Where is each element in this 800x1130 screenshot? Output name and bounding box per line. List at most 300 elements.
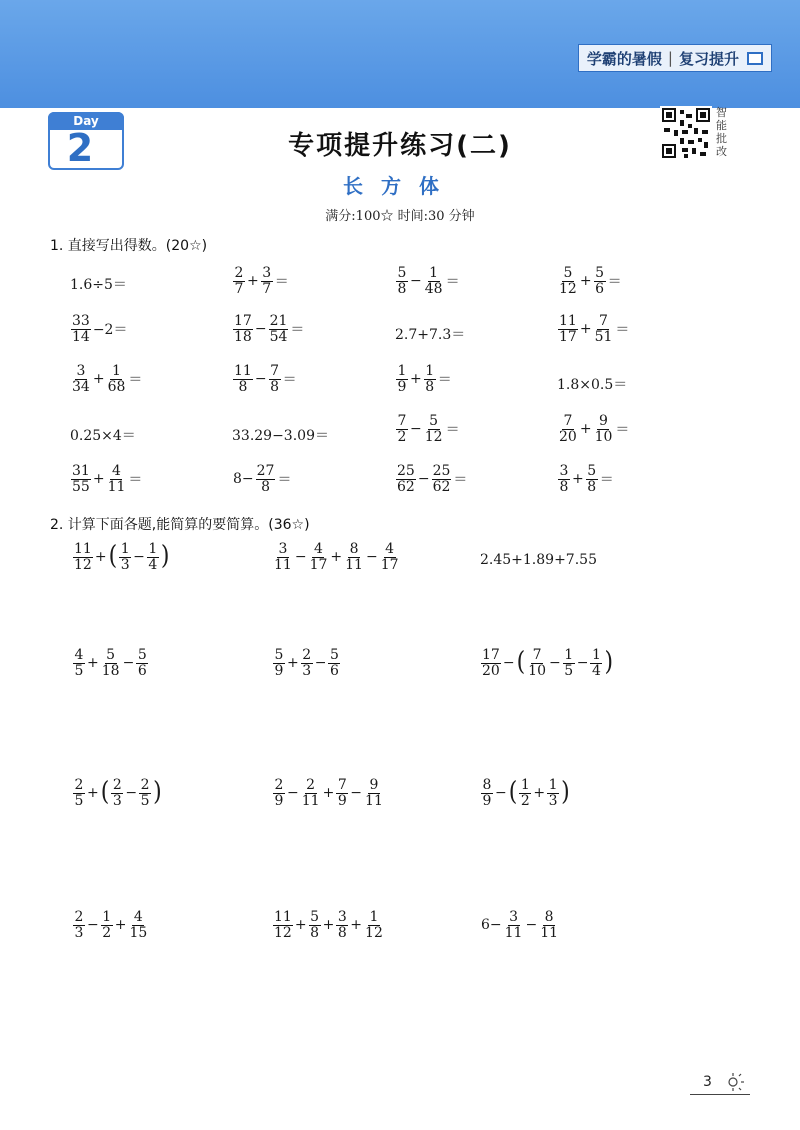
operator: −: [133, 549, 145, 566]
denominator: 34: [72, 378, 90, 395]
operator: +: [87, 785, 99, 802]
page-subtitle: 长方体: [343, 174, 457, 198]
denominator: 18: [101, 662, 120, 679]
page-number: 3: [703, 1074, 712, 1090]
series-label: [578, 44, 772, 72]
numerator: 31: [72, 463, 90, 479]
calc-problem: [480, 552, 597, 568]
fraction: [380, 542, 400, 572]
fraction: [336, 910, 348, 940]
fraction: [269, 314, 289, 344]
qr-caption-char: 批: [716, 132, 727, 145]
numerator: 3: [509, 909, 518, 925]
denominator: 3: [74, 924, 84, 941]
fraction: [590, 648, 602, 678]
numerator: 7: [532, 647, 542, 663]
fraction: [424, 364, 436, 394]
denominator: 18: [234, 328, 252, 345]
numerator: 7: [563, 413, 573, 429]
numerator: 25: [432, 463, 451, 479]
fraction: [111, 778, 123, 808]
qr-caption-char: 能: [716, 119, 727, 132]
fraction: [586, 464, 598, 494]
denominator: 10: [528, 662, 546, 679]
oral-problem: [232, 364, 298, 394]
denominator: 11: [345, 556, 363, 573]
operator: +: [350, 917, 363, 934]
denominator: 5: [564, 662, 574, 679]
denominator: 12: [274, 924, 292, 941]
operator: −: [525, 917, 538, 934]
denominator: 54: [269, 328, 288, 345]
denominator: 51: [594, 328, 613, 345]
numerator: 1: [102, 909, 112, 925]
oral-problem: [232, 266, 290, 296]
operator: +: [533, 785, 546, 802]
denominator: 55: [72, 478, 90, 495]
fraction: [101, 910, 113, 940]
operator: −: [254, 371, 267, 388]
fraction: [139, 778, 151, 808]
numerator: 2: [274, 777, 284, 793]
operator: −: [417, 471, 430, 488]
oral-problem: [557, 266, 623, 296]
denominator: 8: [238, 378, 248, 395]
fraction: [481, 648, 501, 678]
denominator: 4: [148, 556, 158, 573]
operator: +: [322, 917, 335, 934]
operator: −: [365, 549, 378, 566]
operator: +: [92, 471, 105, 488]
numerator: 1: [120, 541, 130, 557]
denominator: 15: [129, 924, 148, 941]
fraction: [396, 266, 408, 296]
denominator: 11: [107, 478, 126, 495]
operator: −: [576, 655, 589, 672]
denominator: 3: [120, 556, 130, 573]
operator: ＝: [615, 322, 630, 339]
fraction: [558, 314, 578, 344]
parenthesis: ): [160, 541, 170, 572]
oral-problem: [232, 314, 305, 344]
fraction: [119, 542, 131, 572]
numerator: 1: [112, 363, 121, 379]
operator: ＝: [599, 472, 614, 489]
denominator: 4: [591, 662, 601, 679]
book-icon: [747, 52, 763, 65]
fraction: [128, 910, 148, 940]
denominator: 2: [102, 924, 112, 941]
denominator: 8: [310, 924, 320, 941]
numerator: 2: [74, 909, 84, 925]
fraction: [147, 542, 159, 572]
oral-problem: [232, 464, 292, 494]
numerator: 2: [234, 265, 244, 281]
denominator: 5: [74, 662, 84, 679]
operator: −: [294, 549, 307, 566]
denominator: 12: [74, 556, 92, 573]
numerator: 9: [599, 413, 608, 429]
calc-problem: [272, 910, 385, 940]
operator: −: [495, 785, 507, 802]
operator: −: [502, 655, 515, 672]
operator: ＝: [277, 472, 292, 489]
denominator: 11: [274, 556, 292, 573]
calc-problem: [272, 778, 385, 808]
numerator: 5: [429, 413, 439, 429]
page-title: 专项提升练习(二): [288, 131, 512, 161]
operator: +: [579, 321, 592, 338]
fraction: [273, 778, 285, 808]
fraction: [301, 778, 321, 808]
denominator: 6: [330, 662, 339, 679]
denominator: 17: [559, 328, 577, 345]
series-separator: |: [667, 49, 673, 67]
calc-problem: [72, 778, 163, 808]
fraction: [273, 542, 293, 572]
calc-problem: [272, 648, 341, 678]
calc-problem: [72, 648, 149, 678]
operator: ＝: [128, 472, 143, 489]
fraction: [269, 364, 281, 394]
fraction: [344, 542, 364, 572]
fraction: [547, 778, 559, 808]
fraction: [71, 364, 91, 394]
denominator: 9: [482, 792, 492, 809]
operator: ＝: [437, 372, 452, 389]
denominator: 68: [107, 378, 126, 395]
numerator: 5: [397, 265, 407, 281]
calc-problem: [480, 778, 571, 808]
denominator: 8: [337, 924, 347, 941]
oral-problem: [395, 414, 461, 444]
oral-problem: [70, 314, 128, 344]
fraction: [233, 266, 245, 296]
operator: −: [87, 917, 99, 934]
numerator: 7: [599, 313, 608, 329]
denominator: 5: [140, 792, 150, 809]
oral-problem: [557, 314, 630, 344]
oral-problem: [70, 425, 136, 445]
operator: −: [410, 273, 422, 290]
denominator: 6: [595, 280, 605, 297]
operator: ＝: [290, 322, 305, 339]
fraction: [424, 414, 444, 444]
expression-text: 0.25×4＝: [70, 428, 136, 444]
operator: −: [350, 785, 363, 802]
operator: +: [579, 421, 592, 438]
fraction: [107, 464, 127, 494]
fraction: [73, 542, 93, 572]
numerator: 4: [74, 647, 84, 663]
operator: −: [122, 655, 135, 672]
expression-text: 33.29−3.09＝: [232, 428, 329, 444]
numerator: 7: [397, 413, 407, 429]
fraction: [364, 778, 384, 808]
denominator: 12: [365, 924, 383, 941]
numerator: 4: [314, 541, 323, 557]
numerator: 1: [369, 909, 379, 925]
denominator: 11: [504, 924, 523, 941]
numerator: 1: [520, 777, 530, 793]
operator: ＝: [282, 372, 297, 389]
numerator: 8: [544, 909, 554, 925]
calc-problem: [72, 910, 149, 940]
sun-icon: [720, 1072, 746, 1092]
numerator: 1: [548, 777, 558, 793]
denominator: 9: [274, 792, 284, 809]
denominator: 11: [365, 792, 383, 809]
fraction: [73, 910, 85, 940]
denominator: 10: [594, 428, 613, 445]
denominator: 12: [559, 280, 577, 297]
operator: +: [572, 471, 584, 488]
operator: ＝: [128, 372, 143, 389]
operator: 6−: [481, 917, 502, 934]
numerator: 1: [397, 363, 407, 379]
denominator: 7: [234, 280, 244, 297]
fraction: [432, 464, 452, 494]
operator: +: [92, 371, 105, 388]
calc-problem: [72, 542, 170, 572]
parenthesis: ): [561, 777, 570, 808]
numerator: 2: [140, 777, 150, 793]
operator: +: [322, 785, 335, 802]
denominator: 8: [587, 478, 597, 495]
numerator: 3: [337, 909, 347, 925]
operator: −: [254, 321, 267, 338]
numerator: 9: [369, 777, 379, 793]
denominator: 14: [72, 328, 90, 345]
operator: +: [410, 371, 422, 388]
numerator: 25: [397, 463, 415, 479]
fraction: [396, 364, 408, 394]
numerator: 5: [587, 463, 597, 479]
numerator: 7: [337, 777, 347, 793]
denominator: 20: [482, 662, 500, 679]
denominator: 11: [301, 792, 320, 809]
oral-problem: [395, 266, 461, 296]
denominator: 2: [397, 428, 407, 445]
numerator: 7: [270, 363, 280, 379]
fraction: [558, 464, 570, 494]
calc-problem: [272, 542, 401, 572]
calc-problem: [480, 910, 560, 940]
expression-text: 2.45+1.89+7.55: [480, 552, 597, 568]
oral-problem: [70, 464, 143, 494]
numerator: 4: [385, 541, 395, 557]
numerator: 3: [76, 363, 86, 379]
operator: −: [314, 655, 327, 672]
oral-problem: [70, 364, 143, 394]
parenthesis: (: [508, 777, 518, 808]
oral-problem: [557, 374, 627, 394]
numerator: 2: [302, 647, 312, 663]
denominator: 17: [309, 556, 328, 573]
denominator: 8: [261, 478, 271, 495]
denominator: 8: [397, 280, 407, 297]
fraction: [273, 910, 293, 940]
fraction: [504, 910, 524, 940]
qr-caption-char: 智: [716, 106, 727, 119]
fraction: [71, 464, 91, 494]
expression-text: 1.6÷5＝: [70, 277, 127, 293]
numerator: 27: [256, 463, 275, 479]
oral-problem: [557, 414, 630, 444]
fraction: [309, 910, 321, 940]
numerator: 21: [269, 313, 288, 329]
expression-text: 2.7+7.3＝: [395, 327, 466, 343]
score-and-time: 满分:100☆ 时间:30 分钟: [325, 209, 475, 224]
numerator: 4: [133, 909, 143, 925]
fraction: [301, 648, 313, 678]
fraction: [527, 648, 547, 678]
numerator: 1: [425, 363, 435, 379]
numerator: 5: [563, 265, 573, 281]
denominator: 3: [302, 662, 312, 679]
numerator: 4: [112, 463, 121, 479]
fraction: [273, 648, 285, 678]
numerator: 11: [559, 313, 577, 329]
operator: −2＝: [92, 322, 128, 339]
fraction: [233, 364, 253, 394]
denominator: 3: [548, 792, 558, 809]
calc-problem: [480, 648, 614, 678]
fraction: [481, 778, 493, 808]
expression-text: 1.8×0.5＝: [557, 377, 628, 393]
denominator: 7: [262, 280, 272, 297]
fraction: [563, 648, 575, 678]
numerator: 5: [595, 265, 605, 281]
numerator: 5: [330, 647, 339, 663]
operator: +: [114, 917, 127, 934]
numerator: 5: [310, 909, 320, 925]
denominator: 62: [397, 478, 415, 495]
denominator: 6: [137, 662, 147, 679]
fraction: [364, 910, 384, 940]
fraction: [519, 778, 531, 808]
numerator: 1: [564, 647, 574, 663]
numerator: 2: [112, 777, 122, 793]
operator: ＝: [453, 472, 468, 489]
fraction: [396, 414, 408, 444]
fraction: [328, 648, 340, 678]
qr-caption: [716, 106, 732, 158]
parenthesis: ): [153, 777, 162, 808]
numerator: 33: [72, 313, 90, 329]
denominator: 20: [559, 428, 577, 445]
denominator: 9: [337, 792, 347, 809]
fraction: [107, 364, 127, 394]
day-label: Day: [48, 112, 124, 130]
oral-problem: [395, 464, 468, 494]
numerator: 11: [234, 363, 252, 379]
oral-problem: [395, 324, 465, 344]
denominator: 17: [380, 556, 399, 573]
oral-problem: [232, 425, 329, 445]
parenthesis: (: [100, 777, 110, 808]
operator: +: [247, 273, 259, 290]
numerator: 3: [262, 265, 272, 281]
day-number: 2: [66, 126, 94, 170]
denominator: 8: [270, 378, 280, 395]
fraction: [261, 266, 273, 296]
page-number-rule: [690, 1094, 750, 1095]
fraction: [594, 314, 614, 344]
series-name: 学霸的暑假: [586, 49, 662, 68]
operator: ＝: [615, 422, 630, 439]
denominator: 9: [274, 662, 284, 679]
fraction: [256, 464, 276, 494]
operator: −: [125, 785, 138, 802]
operator: ＝: [445, 422, 460, 439]
numerator: 17: [234, 313, 252, 329]
denominator: 62: [432, 478, 451, 495]
operator: 8−: [233, 471, 254, 488]
operator: ＝: [445, 274, 460, 291]
fraction: [73, 648, 85, 678]
oral-problem: [395, 364, 453, 394]
operator: +: [330, 549, 343, 566]
numerator: 2: [74, 777, 84, 793]
numerator: 5: [106, 647, 116, 663]
qr-code-icon[interactable]: [660, 106, 712, 160]
operator: +: [294, 917, 307, 934]
numerator: 1: [591, 647, 601, 663]
numerator: 1: [148, 541, 158, 557]
section-1-heading: 1. 直接写出得数。(20☆): [50, 238, 208, 254]
numerator: 11: [274, 909, 292, 925]
fraction: [558, 414, 578, 444]
operator: −: [287, 785, 299, 802]
section-2-heading: 2. 计算下面各题,能简算的要简算。(36☆): [50, 517, 310, 533]
fraction: [336, 778, 348, 808]
fraction: [71, 314, 91, 344]
denominator: 9: [397, 378, 407, 395]
numerator: 5: [137, 647, 147, 663]
qr-caption-char: 改: [716, 145, 727, 158]
numerator: 11: [74, 541, 92, 557]
numerator: 1: [429, 265, 439, 281]
denominator: 3: [112, 792, 122, 809]
fraction: [594, 266, 606, 296]
numerator: 17: [482, 647, 500, 663]
numerator: 3: [278, 541, 288, 557]
fraction: [101, 648, 121, 678]
operator: +: [579, 273, 592, 290]
numerator: 3: [559, 463, 569, 479]
operator: +: [287, 655, 299, 672]
operator: ＝: [607, 274, 622, 291]
denominator: 8: [559, 478, 569, 495]
numerator: 2: [306, 777, 316, 793]
section-name: 复习提升: [678, 49, 739, 68]
denominator: 11: [540, 924, 559, 941]
oral-problem: [70, 274, 127, 294]
denominator: 5: [74, 792, 84, 809]
fraction: [594, 414, 614, 444]
operator: +: [94, 549, 107, 566]
denominator: 8: [425, 378, 435, 395]
fraction: [309, 542, 329, 572]
oral-problem: [557, 464, 615, 494]
parenthesis: (: [108, 541, 118, 572]
fraction: [424, 266, 444, 296]
fraction: [73, 778, 85, 808]
fraction: [233, 314, 253, 344]
numerator: 8: [349, 541, 359, 557]
parenthesis: (: [516, 647, 526, 678]
